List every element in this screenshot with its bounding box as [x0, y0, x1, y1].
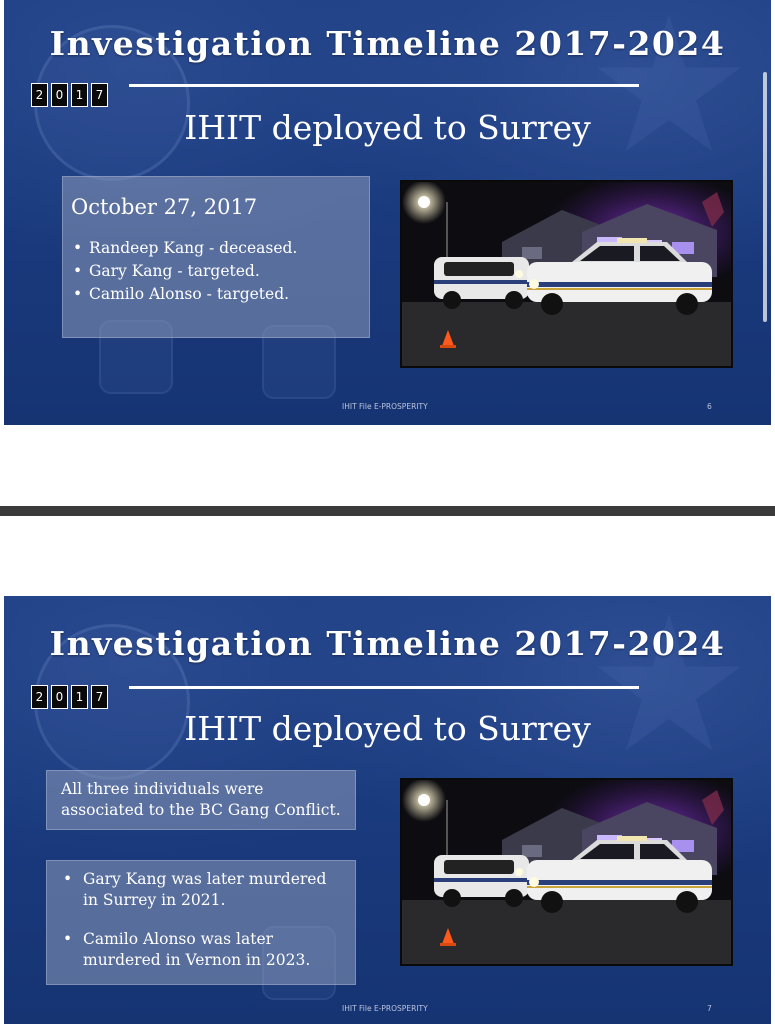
police-car-photo — [400, 180, 733, 368]
incident-bullet-list — [71, 237, 361, 306]
year-digit: 7 — [91, 83, 108, 107]
year-digit: 0 — [51, 83, 68, 107]
bullet-item: • Gary Kang - targeted. — [71, 260, 361, 283]
page-gap — [4, 425, 771, 506]
year-indicator — [31, 685, 108, 709]
slide-7 — [4, 596, 771, 1024]
bullet-item: • Gary Kang was later murdered in Surrey in 2021. — [61, 869, 345, 911]
page-number: 7 — [707, 1004, 712, 1013]
scrollbar-thumb[interactable] — [763, 72, 767, 322]
police-car-photo — [400, 778, 733, 966]
year-indicator — [31, 83, 108, 107]
title-divider — [129, 686, 639, 689]
year-digit: 1 — [71, 83, 88, 107]
slide-title: Investigation Timeline 2017-2024 — [49, 24, 726, 63]
year-digit: 7 — [91, 685, 108, 709]
page-gap — [4, 516, 771, 596]
year-digit: 0 — [51, 685, 68, 709]
bullet-item: • Camilo Alonso was later murdered in Vernon in 2023. — [61, 929, 345, 971]
page-separator — [0, 506, 775, 516]
outcome-bullet-list — [61, 869, 345, 971]
slide-footer: IHIT File E-PROSPERITY — [342, 1004, 428, 1013]
slide-title: Investigation Timeline 2017-2024 — [49, 624, 726, 663]
slide-subtitle: IHIT deployed to Surrey — [184, 108, 591, 147]
gang-conflict-text-box: All three individuals were associated to the BC Gang Conflict. — [46, 770, 356, 830]
slide-subtitle: IHIT deployed to Surrey — [184, 709, 591, 748]
year-digit: 2 — [31, 83, 48, 107]
bullet-item: • Camilo Alonso - targeted. — [71, 283, 361, 306]
slide-footer: IHIT File E-PROSPERITY — [342, 402, 428, 411]
year-digit: 1 — [71, 685, 88, 709]
slide-6 — [4, 0, 771, 425]
page-number: 6 — [707, 402, 712, 411]
incident-text-box — [62, 176, 370, 338]
year-digit: 2 — [31, 685, 48, 709]
outcome-text-box — [46, 860, 356, 985]
bullet-item: • Randeep Kang - deceased. — [71, 237, 361, 260]
incident-date: October 27, 2017 — [71, 195, 258, 219]
title-divider — [129, 84, 639, 87]
